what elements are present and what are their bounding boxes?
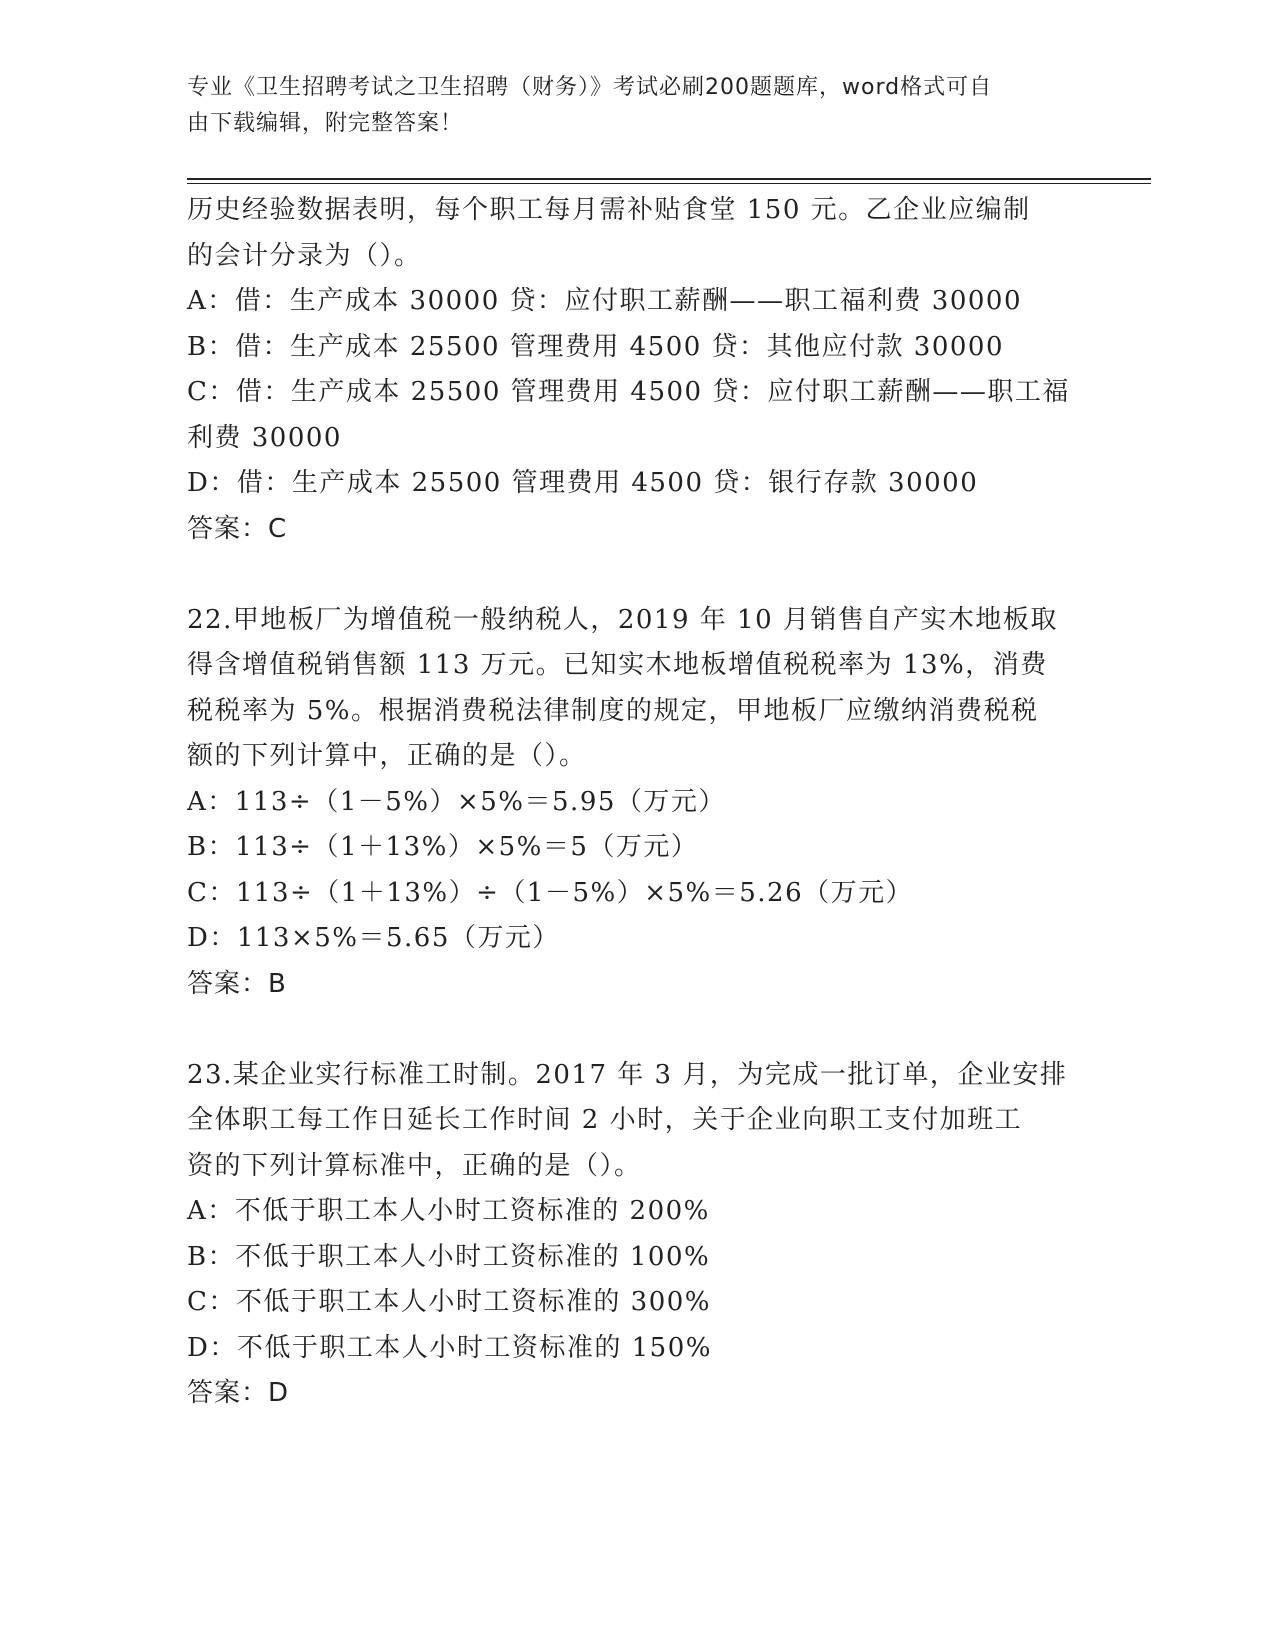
header-divider-thin [187,183,1151,184]
option-a: A：113÷（1－5%）×5%＝5.95（万元） [187,786,726,817]
option-d: D：借：生产成本 25500 管理费用 4500 贷：银行存款 30000 [187,468,979,498]
option-b: B：不低于职工本人小时工资标准的 100% [187,1241,711,1272]
question-stem-line: 历史经验数据表明，每个职工每月需补贴食堂 150 元。乙企业应编制 [187,195,1031,225]
question-stem-line: 资的下列计算标准中，正确的是（）。 [187,1150,642,1181]
answer: 答案：C [187,513,288,544]
document-header [187,70,1067,142]
question-stem-line: 全体职工每工作日延长工作时间 2 小时，关于企业向职工支付加班工 [187,1105,1023,1135]
question-stem-line: 税税率为 5%。根据消费税法律制度的规定，甲地板厂应缴纳消费税税 [187,695,1039,726]
option-b: B：113÷（1＋13%）×5%＝5（万元） [187,832,699,862]
option-c-continued: 利费 30000 [187,422,342,453]
option-c: C：113÷（1＋13%）÷（1－5%）×5%＝5.26（万元） [187,877,914,908]
option-a: A：不低于职工本人小时工资标准的 200% [187,1196,710,1226]
question-stem-line: 的会计分录为（）。 [187,240,422,271]
option-c: C：借：生产成本 25500 管理费用 4500 贷：应付职工薪酬——职工福 [187,377,1070,407]
question-stem-line: 额的下列计算中，正确的是（）。 [187,741,587,771]
question-stem-line: 得含增值税销售额 113 万元。已知实木地板增值税税率为 13%，消费 [187,650,1048,680]
header-divider-thick [187,178,1151,180]
question-stem-line: 22.甲地板厂为增值税一般纳税人，2019 年 10 月销售自产实木地板取 [187,604,1058,635]
question-22 [187,598,1087,1008]
spacer [187,552,1087,598]
option-d: D：113×5%＝5.65（万元） [187,923,560,953]
header-line-2: 由下载编辑，附完整答案！ [187,111,464,136]
question-21 [187,188,1087,552]
answer: 答案：D [187,1378,290,1408]
spacer [187,1007,1087,1053]
option-a: A：借：生产成本 30000 贷：应付职工薪酬——职工福利费 30000 [187,286,1022,316]
question-23 [187,1053,1087,1417]
option-b: B：借：生产成本 25500 管理费用 4500 贷：其他应付款 30000 [187,331,1005,362]
option-c: C：不低于职工本人小时工资标准的 300% [187,1287,711,1317]
answer: 答案：B [187,968,287,999]
question-content [187,188,1087,1417]
header-line-1: 专业《卫生招聘考试之卫生招聘（财务）》考试必刷200题题库，word格式可自 [187,75,993,100]
option-d: D：不低于职工本人小时工资标准的 150% [187,1332,712,1363]
question-stem-line: 23.某企业实行标准工时制。2017 年 3 月，为完成一批订单，企业安排 [187,1059,1068,1090]
